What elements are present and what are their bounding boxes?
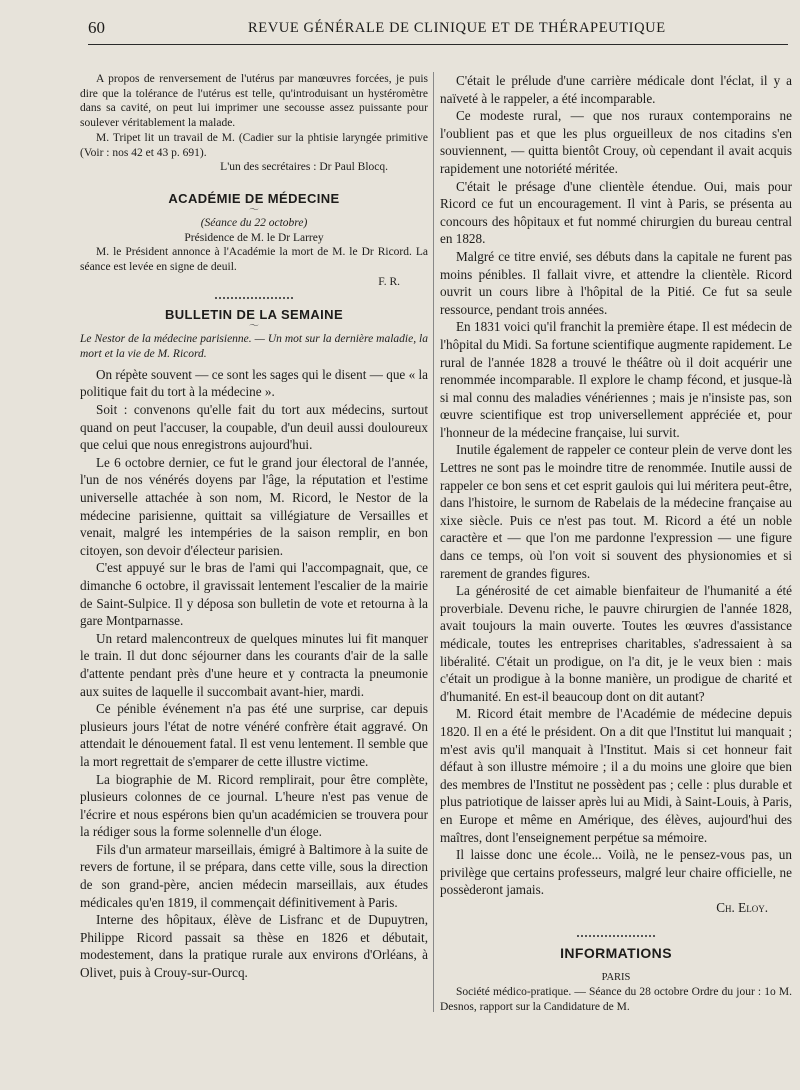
article-paragraph: La générosité de cet aimable bienfaiteur de l'humanité a été proverbiale. Devenu riche, le pauvre chirurgien de l'année 1828, avait toujours la main ouverte. Toutes les œuvres d'assistance médicale, toutes les entreprises charitables, s'adressaient à sa libéralité. C'était un prodigue, on l'a dit, je le veux bien : mais c'était un prodigue à la bonne manière, un prodigue de charité et d'humanité. En est-il beaucoup dont on dit autant? (440, 583, 792, 704)
article-paragraph: Le 6 octobre dernier, ce fut le grand jour électoral de l'année, l'un de nos vénérés doyens par l'âge, la réputation et l'estime universelle attachée à son nom, M. Ricord, le Nestor de la médecine parisienne, quittait sa villégiature de Versailles et venait, malgré les intempéries de la saison remplir, en bon citoyen, son devoir d'électeur parisien. (80, 454, 428, 558)
article-paragraph: C'était le présage d'une clientèle étendue. Oui, mais pour Ricord ce fut un encouragement. Il vint à Paris, se présenta au concours des hôpitaux et fut nommé chirurgien du bureau central en 1828. (440, 178, 792, 247)
intro-paragraph: M. Tripet lit un travail de M. (Cadier sur la phtisie laryngée primitive (Voir : nos 42 et 43 p. 691). (80, 131, 428, 159)
left-column (80, 72, 428, 982)
article-paragraph: Il laisse donc une école... Voilà, ne le pensez-vous pas, un privilège que certains professeurs, malgré leur chaire officielle, ne possèderont jamais. (440, 847, 792, 898)
article-paragraph: C'est appuyé sur le bras de l'ami qui l'accompagnait, que, ce dimanche 6 octobre, il gravissait lentement l'escalier de la mairie de Saint-Sulpice. Il y déposa son bulletin de vote et retourna à la gare Montparnasse. (80, 560, 428, 629)
info-paragraph: Société médico-pratique. — Séance du 28 octobre Ordre du jour : 1o M. Desnos, rapport sur la Candidature de M. (440, 986, 792, 1013)
info-city: PARIS (601, 971, 631, 983)
intro-paragraph: A propos de renversement de l'utérus par manœuvres forcées, je puis dire que la tolérance de l'utérus est telle, qu'introduisant un hystéromètre dans sa cavité, on peut lui imprimer une secousse assez puissante pour soulever véritablement la malade. (80, 73, 428, 130)
section-separator (215, 297, 293, 299)
president-note-signature: F. R. (378, 275, 400, 288)
article-paragraph: Interne des hôpitaux, élève de Lisfranc et de Dupuytren, Philippe Ricord passait sa thèse en 1826 et débutait, modestement, dans la pratique rurale aux environs d'Orléans, à Olivet, puis à Crouy-sur-Ourcq. (80, 912, 428, 981)
section-title-informations: INFORMATIONS (560, 944, 672, 961)
article-paragraph: Fils d'un armateur marseillais, émigré à Baltimore à la suite de revers de fortune, il se prépara, dans cette ville, sous la direction de son grand-père, ancien médecin marseillais, aux études médicales qu'en 1819, il commençait définitivement à Paris. (80, 841, 428, 910)
article-paragraph: C'était le prélude d'une carrière médicale dont l'éclat, il y a naïveté à le rappeler, a été incomparable. (440, 73, 792, 106)
running-header (88, 16, 788, 45)
president-note: M. le Président annonce à l'Académie la mort de M. le Dr Ricord. La séance est levée en signe de deuil. (80, 246, 428, 274)
article-paragraph: On répète souvent — ce sont les sages qui le disent — que « la politique fait du tort à la médecine ». (80, 366, 428, 400)
article-paragraph: La biographie de M. Ricord remplirait, pour être complète, plusieurs colonnes de ce journal. L'heure n'est pas venue de l'écrire et nous espérons bien qu'un académicien se trouvera pour la rédiger sous la forme solennelle d'un éloge. (80, 771, 428, 840)
page-number: 60 (88, 18, 105, 37)
section-title-bulletin: BULLETIN DE LA SEMAINE (164, 307, 344, 323)
section-title-academie: ACADÉMIE DE MÉDECINE (168, 190, 340, 206)
article-signature: Ch. Eloy. (716, 899, 768, 915)
article-paragraph: Malgré ce titre envié, ses débuts dans la capitale ne furent pas moins pénibles. Il fallait vivre, et attendre la clientèle. Ricord ouvrit un cours libre à l'hôpital de la Pitié. Ce fut sa seule ressource, pendant trois années. (440, 248, 792, 317)
section-separator (577, 935, 655, 937)
column-divider (433, 72, 434, 1012)
seance-date: (Séance du 22 octobre) (200, 216, 308, 229)
section-ornament: 〜 (249, 204, 259, 216)
article-paragraph: Ce pénible événement n'a pas été une surprise, car depuis plusieurs jours l'état de notre vénéré confrère était aggravé. On attendait le dénouement fatal. Il est venu lentement. Il semble que la mort regrettait de s'emparer de cette illustre victime. (80, 701, 428, 769)
presidence: Présidence de M. le Dr Larrey (184, 231, 324, 244)
right-column (440, 72, 792, 1015)
article-paragraph: En 1831 voici qu'il franchit la première étape. Il est médecin de l'hôpital du Midi. Sa fortune scientifique augmente rapidement. Le rural de l'année 1828 a trouvé le théâtre où il doit acquérir une renommée incomparable. Il explore le champ fécond, et jusque-là si mal connu des maladies vénériennes ; mais je n'insiste pas, son œuvre scientifique est trop universellement appréciée et, pour l'honneur de la médecine française, lui survit. (440, 319, 792, 440)
running-title: REVUE GÉNÉRALE DE CLINIQUE ET DE THÉRAPEUTIQUE (248, 20, 666, 36)
secretary-signature: L'un des secrétaires : Dr Paul Blocq. (220, 161, 388, 174)
section-ornament: 〜 (249, 321, 259, 333)
bulletin-lead: Le Nestor de la médecine parisienne. — Un mot sur la dernière maladie, la mort et la vie de M. Ricord. (80, 333, 428, 361)
article-paragraph: Inutile également de rappeler ce conteur plein de verve dont les Lettres ne sont pas le moindre titre de renommée. Inutile aussi de rappeler ce bon sens et cet esprit gaulois qui lui méritera peut-être, dans l'histoire, le surnom de Rabelais de la médecine française au xixe siècle. Puis ce n'est pas tout. M. Ricord a été un noble caractère et — que l'on me pardonne l'expression — une figure dans ce temps, où l'on voit si souvent des physionomies et si rarement de grandes figures. (440, 442, 792, 581)
article-paragraph: M. Ricord était membre de l'Académie de médecine depuis 1820. Il en a été le président. On a dit que l'Institut lui manquait ; m'est avis qu'il manquait à l'Institut. Mais si cet honneur fait défaut à son illustre mémoire ; il a du moins une gloire que bien des membres de l'Institut ne possèdent pas ; celle : plus durable et plus patriotique de laisser après lui au Midi, à Saint-Louis, à Paris, en Europe et même en Amérique, des élèves, aujourd'hui des maîtres, dont l'enseignement perpétue sa mémoire. (440, 706, 792, 845)
article-paragraph: Un retard malencontreux de quelques minutes lui fit manquer le train. Il dut donc séjourner dans les courants d'air de la salle d'attente pendant près d'une heure et y contracta la pneumonie aux suites de laquelle il succombait avant-hier, mardi. (80, 630, 428, 699)
article-paragraph: Soit : convenons qu'elle fait du tort aux médecins, surtout quand on peut l'accuser, la coupable, d'un deuil aussi douloureux que celui que nous enregistrons aujourd'hui. (80, 402, 428, 453)
article-paragraph: Ce modeste rural, — que nos ruraux contemporains ne l'oublient pas et que les plus orgueilleux de nos citadins s'en souviennent, — quitta bientôt Crouy, où cependant il avait acquis rapidement une notoriété méritée. (440, 108, 792, 176)
